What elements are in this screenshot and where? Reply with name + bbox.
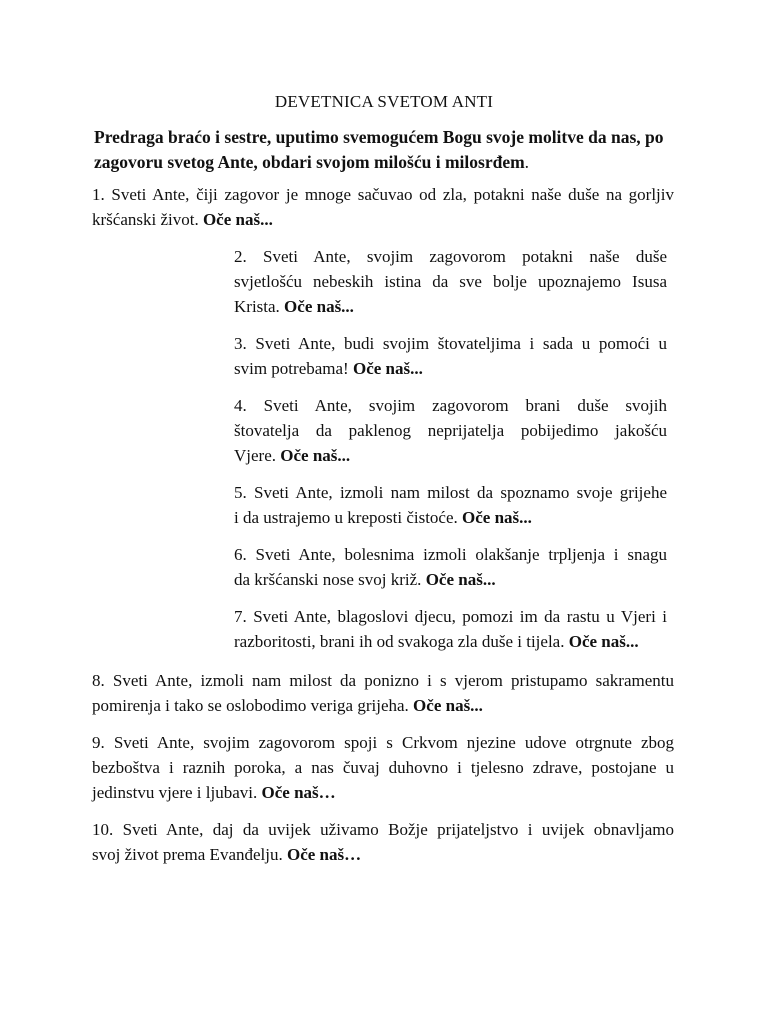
intro-period: . xyxy=(524,152,530,172)
prayer-item-1-text-end: kršćanski život. xyxy=(92,210,203,229)
prayer-item-5-refrain: Oče naš... xyxy=(462,508,532,527)
prayer-item-4-line-1: 4. Sveti Ante, svojim zagovorom brani duše svojih xyxy=(234,396,667,415)
prayer-item-3-line-1: 3. Sveti Ante, budi svojim štovateljima i sada u pomoći u xyxy=(234,334,667,353)
prayer-item-9-line-1: 9. Sveti Ante, svojim zagovorom spoji s Crkvom njezine udove otrgnute zbog xyxy=(92,733,674,752)
prayer-item-9-line-2: bezboštva i raznih poroka, a nas čuvaj duhovno i tjelesno zdrave, postojane u xyxy=(92,758,674,777)
prayer-item-2-refrain: Oče naš... xyxy=(284,297,354,316)
prayer-item-1 xyxy=(92,182,674,232)
prayer-item-3-refrain: Oče naš... xyxy=(352,359,423,378)
prayer-item-7-line-2 xyxy=(234,629,667,654)
prayer-item-9-line-3 xyxy=(92,780,674,805)
prayer-item-2-text-end: Krista. xyxy=(234,297,285,316)
prayer-item-10 xyxy=(92,817,674,867)
prayer-item-4-line-3 xyxy=(234,443,667,468)
prayer-item-4-refrain: Oče naš... xyxy=(280,446,351,465)
prayer-item-2-line-2: svjetlošću nebeskih istina da sve bolje upoznajemo Isusa xyxy=(234,272,667,291)
page-title: DEVETNICA SVETOM ANTI xyxy=(274,92,494,111)
prayer-item-2-line-3 xyxy=(234,294,667,319)
intro-text: Predraga braćo i sestre, uputimo svemogućem Bogu svoje molitve da nas, po zagovoru svetog Ante, obdari svojom milošću i milosrđem xyxy=(94,127,664,172)
prayer-item-1-refrain: Oče naš... xyxy=(202,210,273,229)
prayer-item-3 xyxy=(234,331,667,381)
prayer-item-8 xyxy=(92,668,674,718)
prayer-item-10-line-2 xyxy=(92,842,674,867)
prayer-item-6-line-2 xyxy=(234,567,667,592)
prayer-item-2 xyxy=(234,244,667,319)
prayer-item-3-text-end: svim potrebama! xyxy=(234,359,353,378)
prayer-item-5-line-2 xyxy=(234,505,667,530)
prayer-item-1-line-2 xyxy=(92,207,674,232)
prayer-item-4-text-end: Vjere. xyxy=(234,446,281,465)
prayer-item-3-line-2 xyxy=(234,356,667,381)
intro-paragraph xyxy=(94,125,674,175)
prayer-item-4 xyxy=(234,393,667,468)
prayer-item-7 xyxy=(234,604,667,654)
prayer-item-9-refrain: Oče naš… xyxy=(261,783,336,802)
prayer-item-10-line-1: 10. Sveti Ante, daj da uvijek uživamo Božje prijateljstvo i uvijek obnavljamo xyxy=(92,820,674,839)
prayer-item-4-line-2: štovatelja da paklenog neprijatelja pobijedimo jakošću xyxy=(234,421,667,440)
prayer-item-6-text-end: da kršćanski nose svoj križ. xyxy=(234,570,426,589)
prayer-item-2-line-1: 2. Sveti Ante, svojim zagovorom potakni naše duše xyxy=(234,247,667,266)
prayer-item-6-line-1: 6. Sveti Ante, bolesnima izmoli olakšanje trpljenja i snagu xyxy=(234,545,667,564)
prayer-item-5-text-end: i da ustrajemo u kreposti čistoće. xyxy=(234,508,463,527)
prayer-item-5 xyxy=(234,480,667,530)
prayer-item-6 xyxy=(234,542,667,592)
prayer-item-10-text-end: svoj život prema Evanđelju. xyxy=(92,845,287,864)
prayer-item-8-text-end: pomirenja i tako se oslobodimo veriga grijeha. xyxy=(92,696,414,715)
prayer-item-1-line-1: 1. Sveti Ante, čiji zagovor je mnoge sačuvao od zla, potakni naše duše na gorljiv xyxy=(92,185,674,204)
prayer-item-8-refrain: Oče naš... xyxy=(413,696,483,715)
prayer-item-9-text-end: jedinstvu vjere i ljubavi. xyxy=(92,783,262,802)
prayer-item-8-line-2 xyxy=(92,693,674,718)
prayer-item-8-line-1: 8. Sveti Ante, izmoli nam milost da ponizno i s vjerom pristupamo sakramentu xyxy=(92,671,674,690)
prayer-item-5-line-1: 5. Sveti Ante, izmoli nam milost da spoznamo svoje grijehe xyxy=(234,483,667,502)
prayer-item-9 xyxy=(92,730,674,805)
prayer-item-7-refrain: Oče naš... xyxy=(568,632,639,651)
prayer-item-6-refrain: Oče naš... xyxy=(425,570,496,589)
prayer-item-10-refrain: Oče naš… xyxy=(286,845,362,864)
prayer-item-7-text-end: razboritosti, brani ih od svakoga zla duše i tijela. xyxy=(234,632,569,651)
prayer-item-7-line-1: 7. Sveti Ante, blagoslovi djecu, pomozi im da rastu u Vjeri i xyxy=(234,607,667,626)
